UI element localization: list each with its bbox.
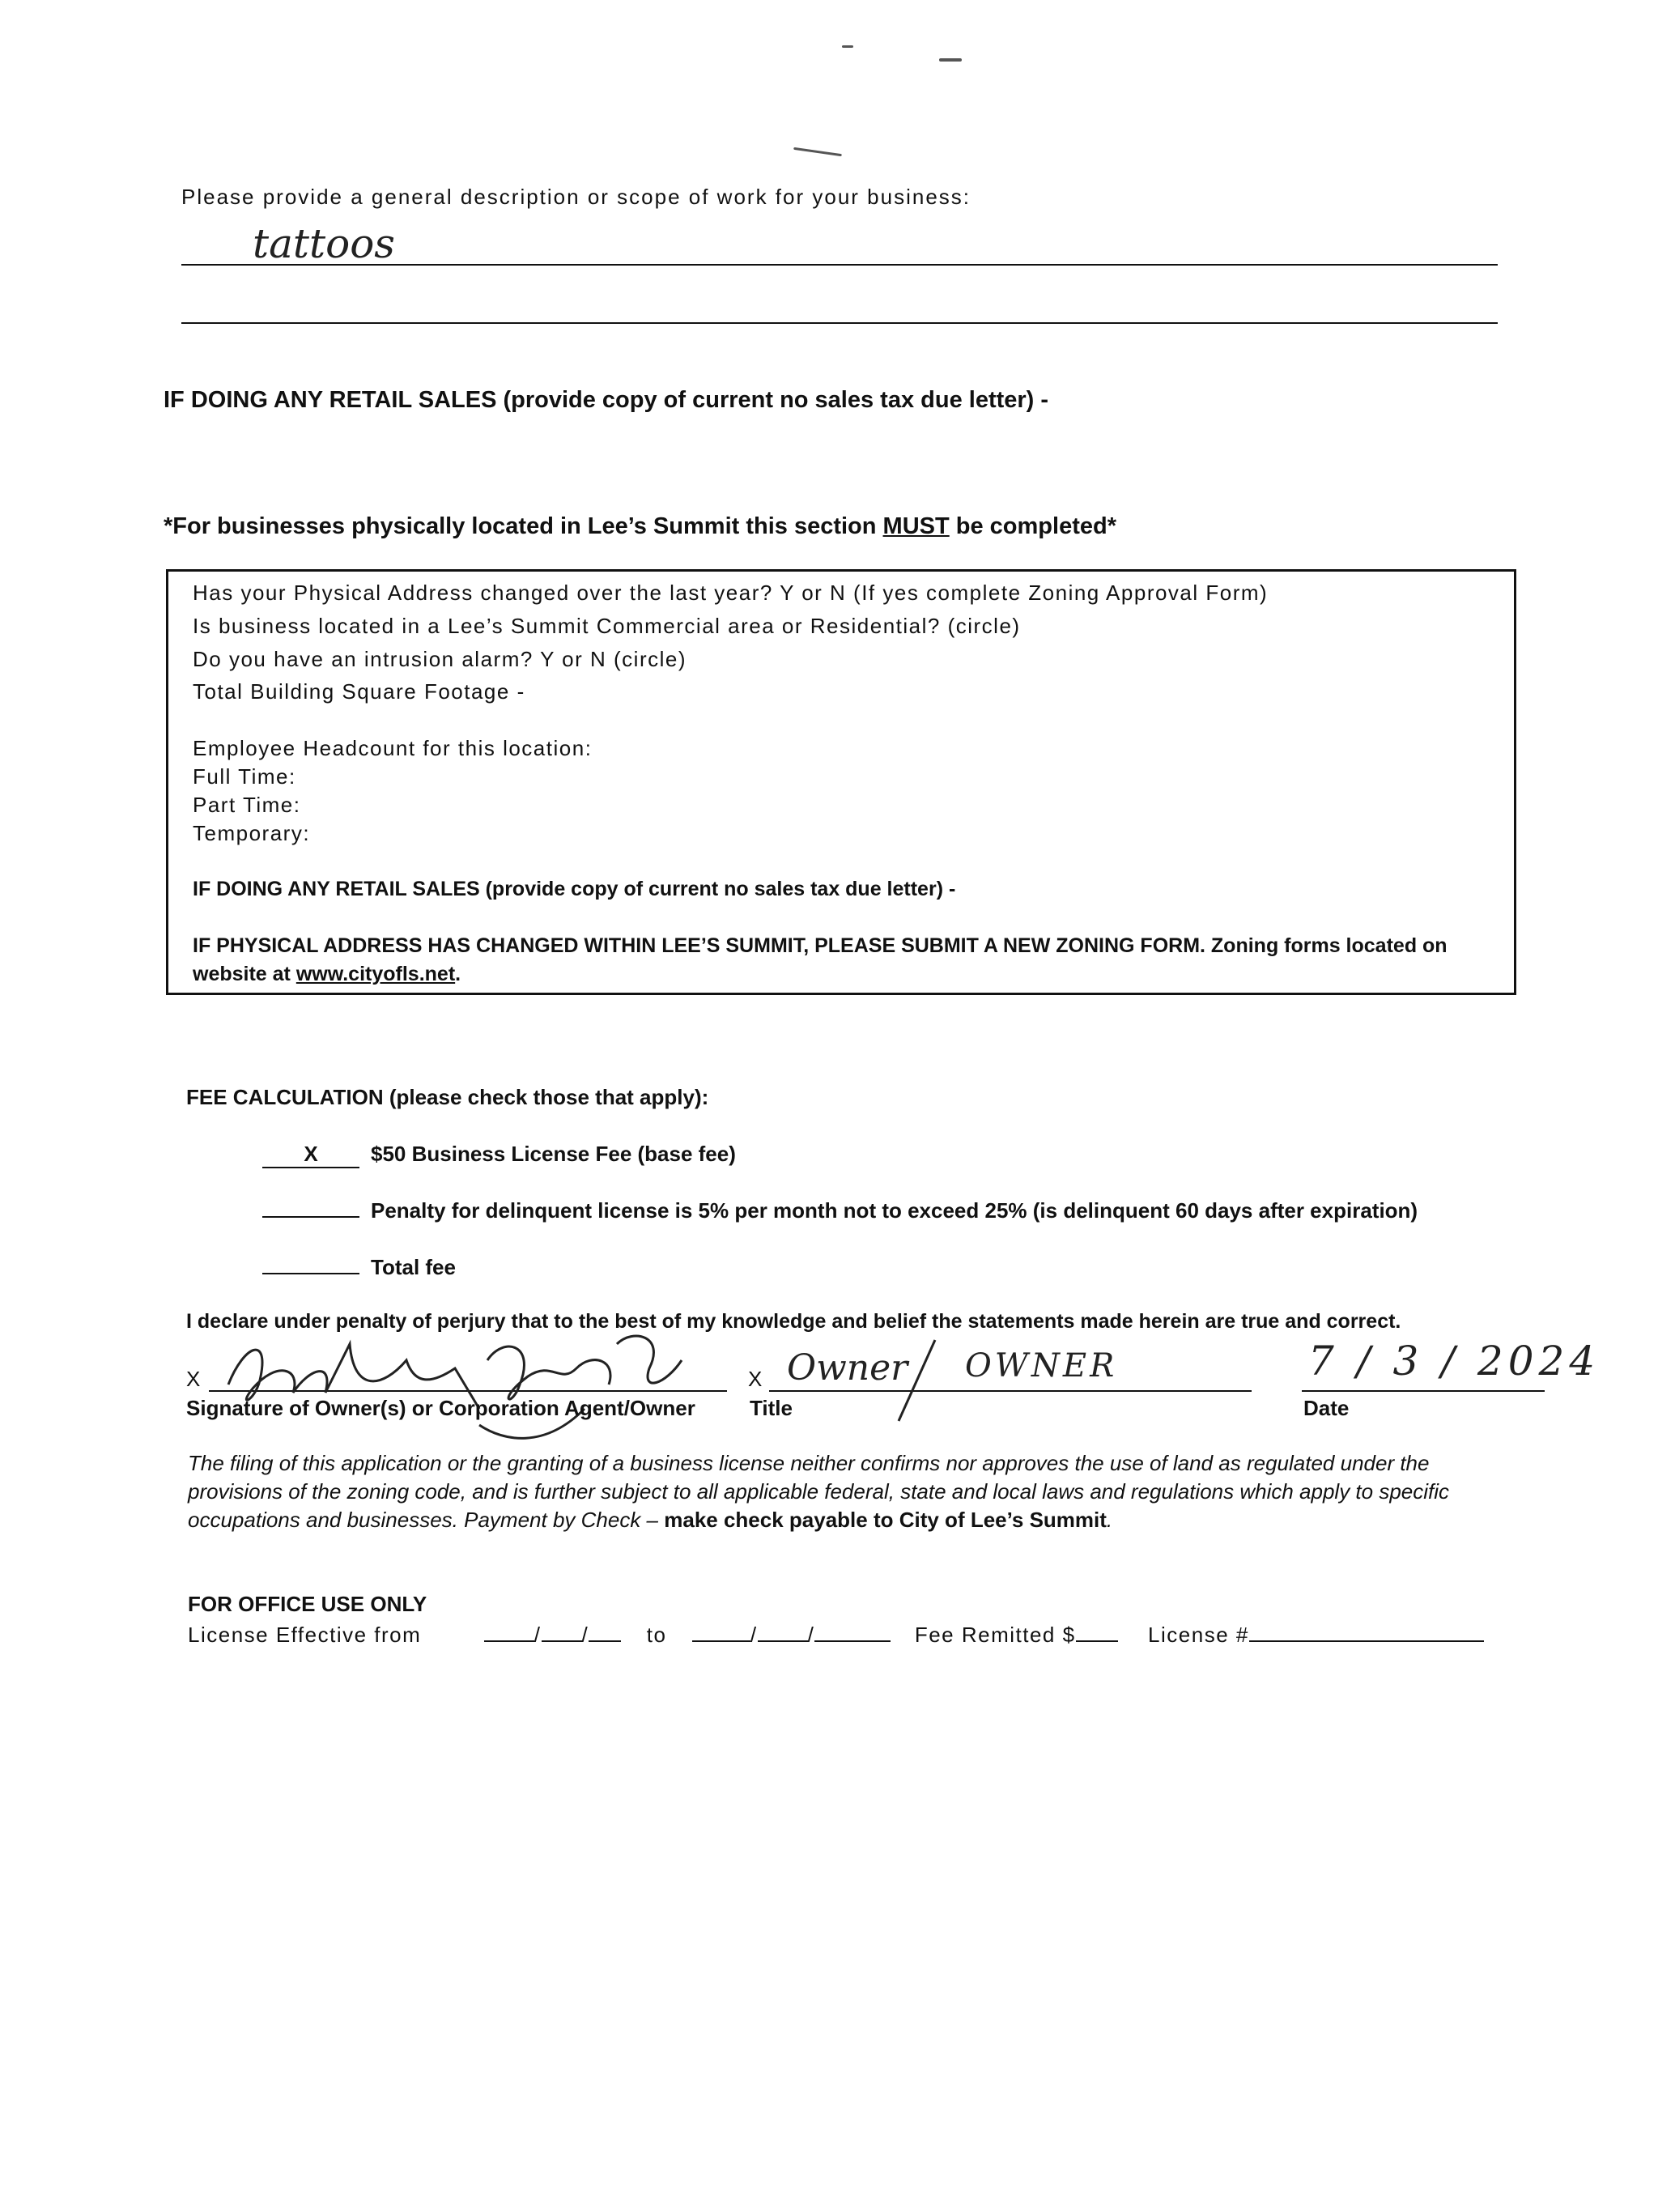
effective-from-year[interactable] (589, 1621, 621, 1642)
description-handwritten: tattoos (253, 220, 395, 267)
date-line (1302, 1390, 1545, 1392)
temporary-field: Temporary: (193, 821, 311, 845)
effective-from-day[interactable] (542, 1621, 582, 1642)
fee-penalty: Penalty for delinquent license is 5% per month not to exceed 25% (is delinquent 60 days after expiration) (262, 1198, 1418, 1223)
fee-remitted-field[interactable] (1076, 1621, 1118, 1642)
date-handwritten: 7 / 3 / 2024 (1308, 1338, 1601, 1385)
part-time-field: Part Time: (193, 793, 301, 817)
title-line (769, 1390, 1252, 1392)
license-number-field[interactable] (1249, 1621, 1484, 1642)
description-label: Please provide a general description or scope of work for your business: (181, 185, 971, 209)
handwritten-slash (882, 1336, 947, 1425)
fee-base-check[interactable]: X (262, 1142, 359, 1168)
date-caption: Date (1303, 1396, 1350, 1420)
fee-base: X $50 Business License Fee (base fee) (262, 1142, 736, 1168)
description-line-1 (181, 264, 1498, 266)
fee-total-check[interactable] (262, 1273, 359, 1274)
box-retail-note: IF DOING ANY RETAIL SALES (provide copy of current no sales tax due letter) - (193, 878, 956, 900)
effective-to-month[interactable] (692, 1621, 750, 1642)
effective-from-month[interactable] (484, 1621, 534, 1642)
retail-sales-heading: IF DOING ANY RETAIL SALES (provide copy of current no sales tax due letter) - (164, 387, 1049, 413)
disclaimer: The filing of this application or the granting of a business license neither confirms nor approves the use of land as regulated under the provisions of the zoning code, and is further subject to all applicable federal, state and local laws and regulations which apply to specific occupations and businesses. Payment by Check – make check payable to City of Lee’s Summit. (188, 1451, 1450, 1532)
area-question: Is business located in a Lee’s Summit Commercial area or Residential? (circle) (193, 614, 1021, 638)
effective-to-year[interactable] (814, 1621, 891, 1642)
zoning-note-website: website at www.cityofls.net. (193, 963, 461, 985)
effective-to-day[interactable] (758, 1621, 808, 1642)
office-use-title: FOR OFFICE USE ONLY (188, 1592, 427, 1616)
signature-caption: Signature of Owner(s) or Corporation Agent/Owner (186, 1396, 695, 1420)
office-use-row: License Effective from / / to / / Fee Remitted $ License # (188, 1621, 1484, 1648)
perjury-declaration: I declare under penalty of perjury that to the best of my knowledge and belief the statements made herein are true and correct. (186, 1310, 1401, 1333)
scan-speck (793, 147, 842, 156)
title-handwritten-1: Owner (787, 1347, 908, 1389)
scan-speck (842, 45, 853, 48)
full-time-field: Full Time: (193, 764, 296, 789)
title-caption: Title (750, 1396, 793, 1420)
title-x-mark: X (748, 1367, 763, 1391)
website-link[interactable]: www.cityofls.net (295, 963, 456, 985)
title-handwritten-2: OWNER (965, 1347, 1118, 1385)
fee-total: Total fee (262, 1255, 456, 1280)
address-changed-question: Has your Physical Address changed over the last year? Y or N (If yes complete Zoning Approval Form) (193, 581, 1269, 605)
fee-penalty-check[interactable] (262, 1216, 359, 1218)
zoning-note: IF PHYSICAL ADDRESS HAS CHANGED WITHIN LEE’S SUMMIT, PLEASE SUBMIT A NEW ZONING FORM. Zoning forms located on (193, 934, 1448, 957)
headcount-label: Employee Headcount for this location: (193, 736, 593, 760)
description-line-2 (181, 322, 1498, 324)
fee-calculation-title: FEE CALCULATION (please check those that apply): (186, 1085, 709, 1109)
square-footage-field: Total Building Square Footage - (193, 679, 525, 704)
alarm-question: Do you have an intrusion alarm? Y or N (circle) (193, 647, 687, 671)
lees-summit-section-box (166, 569, 1516, 995)
lees-summit-heading: *For businesses physically located in Lee’s Summit this section MUST be completed* (164, 513, 1116, 539)
scan-speck (939, 58, 962, 62)
handwritten-signature (212, 1312, 730, 1457)
signature-x-mark: X (186, 1367, 201, 1391)
